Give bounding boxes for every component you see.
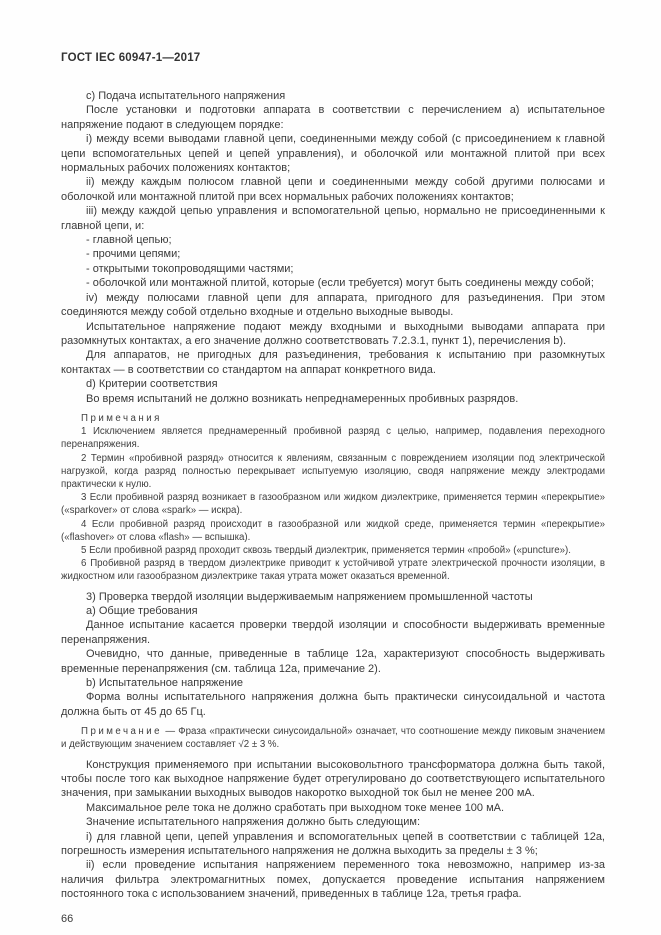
note-label: Примечание (81, 726, 163, 738)
paragraph: Во время испытаний не должно возникать непреднамеренных пробивных разрядов. (86, 392, 519, 405)
paragraph-item-a-heading: a) Общие требования (86, 604, 198, 617)
list-item-i: i) между всеми выводами главной цепи, соединенными между собой (с присоединением к главной цепи вспомогательных цепей и цепей управления), и оболочкой или монтажной плитой при всех нормальных рабочих положениях контактов; (61, 133, 605, 175)
paragraph-item-3-heading: 3) Проверка твердой изоляции выдерживаемым напряжением промышленной частоты (86, 590, 533, 603)
paragraph: Максимальное реле тока не должно сработать при выходном токе менее 100 мА. (86, 801, 505, 814)
paragraph: После установки и подготовки аппарата в соответствии с перечислением а) испытательное напряжение подают в следующем порядке: (61, 104, 605, 131)
list-item-ii-2: ii) если проведение испытания напряжением переменного тока невозможно, например из-за наличия фильтра электромагнитных помех, допускается проведение испытания напряжением постоянного тока с использованием значений, приведенных в таблице 12а, третья графа. (61, 859, 605, 901)
paragraph: Для аппаратов, не пригодных для разъединения, требования к испытанию при разомкнутых контактах — в соответствии со стандартом на аппарат конкретного вида. (61, 349, 605, 376)
document-header: ГОСТ IEC 60947-1—2017 (61, 52, 201, 64)
note-2: 2 Термин «пробивной разряд» относится к явлениям, связанным с повреждением изоляции под электрической нагрузкой, когда разряд полностью перекрывает испытуемую изоляцию, сводя напряжение между электродами практически к нулю. (61, 452, 605, 490)
notes-heading: Примечания (81, 412, 162, 424)
paragraph: Форма волны испытательного напряжения должна быть практически синусоидальной и частота должна быть от 45 до 65 Гц. (61, 691, 605, 718)
page-number: 66 (61, 912, 74, 925)
list-item-iv: iv) между полюсами главной цепи для аппарата, пригодного для разъединения. При этом соединяются между собой отдельно входные и отдельно выходные выводы. (61, 291, 605, 319)
note-single (61, 725, 605, 751)
note-text: — Фраза «практически синусоидальной» означает, что соотношение между пиковым значением и действующим значением составляет √2 ± 3 %. (61, 726, 605, 751)
paragraph-item-b-heading: b) Испытательное напряжение (86, 677, 243, 690)
paragraph: Очевидно, что данные, приведенные в таблице 12а, характеризуют способность выдерживать временные перенапряжения (см. таблица 12а, примечание 2). (61, 648, 605, 675)
list-item-i-2: i) для главной цепи, цепей управления и вспомогательных цепей в соответствии с таблицей 12а, погрешность измерения испытательного напряжения не должна выходить за пределы ± 3 %; (61, 830, 605, 858)
note-1: 1 Исключением является преднамеренный пробивной разряд с целью, например, подавления переходного перенапряжения. (61, 426, 605, 451)
note-5: 5 Если пробивной разряд проходит сквозь твердый диэлектрик, применяется термин «пробой» («puncture»). (81, 544, 571, 556)
paragraph: Значение испытательного напряжения должно быть следующим: (86, 816, 421, 829)
dash-item: - прочими цепями; (86, 248, 181, 261)
dash-item: - главной цепью; (86, 234, 172, 247)
paragraph-item-c-heading: c) Подача испытательного напряжения (86, 90, 286, 102)
dash-item: - открытыми токопроводящими частями; (86, 262, 294, 275)
dash-item: - оболочкой или монтажной плитой, которые (если требуется) могут быть соединены между собой; (86, 277, 594, 290)
paragraph: Испытательное напряжение подают между входными и выходными выводами аппарата при разомкнутых контактах, а его значение должно соответствовать 7.2.3.1, пункт 1), перечисления b). (61, 320, 605, 347)
list-item-iii: iii) между каждой цепью управления и вспомогательной цепью, нормально не присоединенными к главной цепи, и: (61, 205, 605, 232)
note-6: 6 Пробивной разряд в твердом диэлектрике приводит к устойчивой утрате электрической прочности изоляции, в жидкостном или газообразном диэлектрике такая утрата может оказаться временной. (61, 558, 605, 583)
paragraph-item-d-heading: d) Критерии соответствия (86, 378, 218, 391)
note-3: 3 Если пробивной разряд возникает в газообразном или жидком диэлектрике, применяется термин «перекрытие» («sparkover» от слова «spark» — искра). (61, 492, 605, 517)
paragraph: Конструкция применяемого при испытании высоковольтного трансформатора должна быть такой, чтобы после того как выходное напряжение будет отрегулировано до соответствующего испытательного значения, при замыкании выходных выводов накоротко выходной ток был не менее 200 мА. (61, 758, 605, 800)
note-4: 4 Если пробивной разряд происходит в газообразной или жидкой среде, применяется термин «перекрытие» («flashover» от слова «flash» — вспышка). (61, 518, 605, 543)
document-body (61, 89, 605, 902)
list-item-ii: ii) между каждым полюсом главной цепи и соединенными между собой другими полюсами и оболочкой или монтажной плитой при всех нормальных рабочих положениях контактов; (61, 176, 605, 203)
paragraph: Данное испытание касается проверки твердой изоляции и способности выдерживать временные перенапряжения. (61, 619, 605, 646)
